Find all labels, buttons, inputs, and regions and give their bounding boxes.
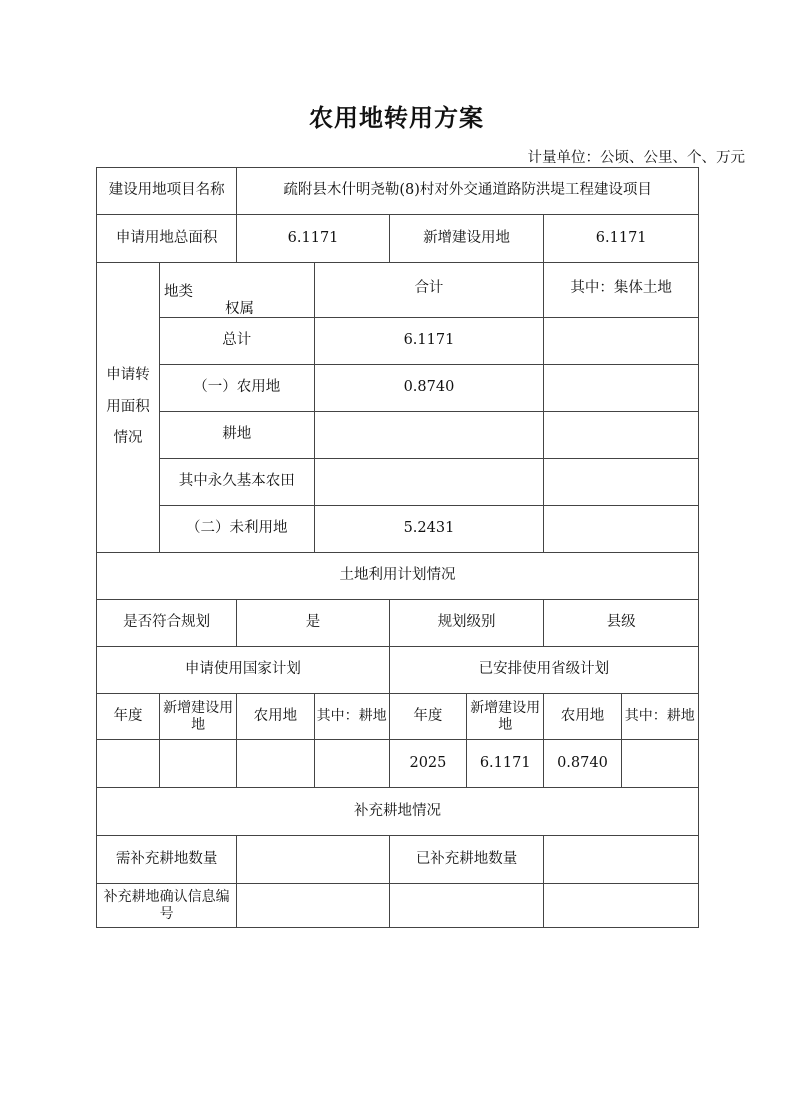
provincial-year: 2025 [389, 740, 466, 788]
conversion-plan-table [96, 167, 699, 928]
row-collective [544, 365, 699, 412]
project-name-label: 建设用地项目名称 [97, 168, 237, 215]
level-value: 县级 [544, 600, 699, 647]
national-new-construction [160, 740, 237, 788]
total-area-value: 6.1171 [237, 215, 390, 263]
conversion-row [97, 412, 699, 459]
national-year [97, 740, 160, 788]
side-label-line2: 用面积 [106, 398, 150, 415]
conform-value: 是 [237, 600, 390, 647]
project-name-value: 疏附县木什明尧勒(8)村对外交通道路防洪堤工程建设项目 [237, 168, 699, 215]
supplement-confirm-row [97, 884, 699, 928]
conversion-row [97, 506, 699, 553]
row-collective [544, 506, 699, 553]
header-year: 年度 [389, 694, 466, 740]
confirm-blank [544, 884, 699, 928]
level-label: 规划级别 [389, 600, 544, 647]
national-plan-label: 申请使用国家计划 [97, 647, 390, 694]
confirm-blank [389, 884, 544, 928]
side-label-line3: 情况 [113, 430, 143, 447]
header-cultivated: 其中：耕地 [314, 694, 389, 740]
conversion-row [97, 459, 699, 506]
side-label-line1: 申请转 [106, 366, 150, 383]
new-construction-value: 6.1171 [544, 215, 699, 263]
row-label: （一）农用地 [160, 365, 315, 412]
supplement-section-row [97, 788, 699, 836]
row-total [314, 459, 544, 506]
provincial-cultivated [621, 740, 698, 788]
plan-section-title: 土地利用计划情况 [97, 553, 699, 600]
national-cultivated [314, 740, 389, 788]
row-label: 耕地 [160, 412, 315, 459]
header-new-construction: 新增建设用地 [160, 694, 237, 740]
row-label: 总计 [160, 318, 315, 365]
conversion-row [97, 365, 699, 412]
conversion-header-row [97, 263, 699, 318]
corner-land-type: 地类 [164, 284, 194, 300]
project-name-row [97, 168, 699, 215]
plan-header-row [97, 694, 699, 740]
provincial-new-construction: 6.1171 [467, 740, 544, 788]
supplement-quantity-row [97, 836, 699, 884]
provincial-plan-label: 已安排使用省级计划 [389, 647, 698, 694]
total-area-row [97, 215, 699, 263]
conform-label: 是否符合规划 [97, 600, 237, 647]
plan-conform-row [97, 600, 699, 647]
plan-source-row [97, 647, 699, 694]
confirm-label: 补充耕地确认信息编号 [97, 884, 237, 928]
row-collective [544, 459, 699, 506]
row-total: 5.2431 [314, 506, 544, 553]
header-agricultural: 农用地 [237, 694, 314, 740]
page-title: 农用地转用方案 [309, 104, 484, 132]
needed-value [237, 836, 390, 884]
col-collective-header: 其中：集体土地 [544, 263, 699, 318]
done-label: 已补充耕地数量 [389, 836, 544, 884]
confirm-value [237, 884, 390, 928]
header-cultivated: 其中：耕地 [621, 694, 698, 740]
header-year: 年度 [97, 694, 160, 740]
plan-section-row [97, 553, 699, 600]
national-agricultural [237, 740, 314, 788]
conversion-side-label [97, 263, 160, 553]
supplement-section-title: 补充耕地情况 [97, 788, 699, 836]
plan-values-row [97, 740, 699, 788]
done-value [544, 836, 699, 884]
col-total-header: 合计 [314, 263, 544, 318]
row-collective [544, 318, 699, 365]
row-total [314, 412, 544, 459]
new-construction-label: 新增建设用地 [389, 215, 544, 263]
unit-note: 计量单位：公顷、公里、个、万元 [527, 150, 745, 166]
row-total: 0.8740 [314, 365, 544, 412]
row-total: 6.1171 [314, 318, 544, 365]
conversion-row [97, 318, 699, 365]
row-label: 其中永久基本农田 [160, 459, 315, 506]
row-collective [544, 412, 699, 459]
total-area-label: 申请用地总面积 [97, 215, 237, 263]
needed-label: 需补充耕地数量 [97, 836, 237, 884]
header-new-construction: 新增建设用地 [467, 694, 544, 740]
corner-ownership: 权属 [225, 301, 255, 317]
diagonal-header-cell [160, 263, 315, 318]
header-agricultural: 农用地 [544, 694, 621, 740]
row-label: （二）未利用地 [160, 506, 315, 553]
provincial-agricultural: 0.8740 [544, 740, 621, 788]
